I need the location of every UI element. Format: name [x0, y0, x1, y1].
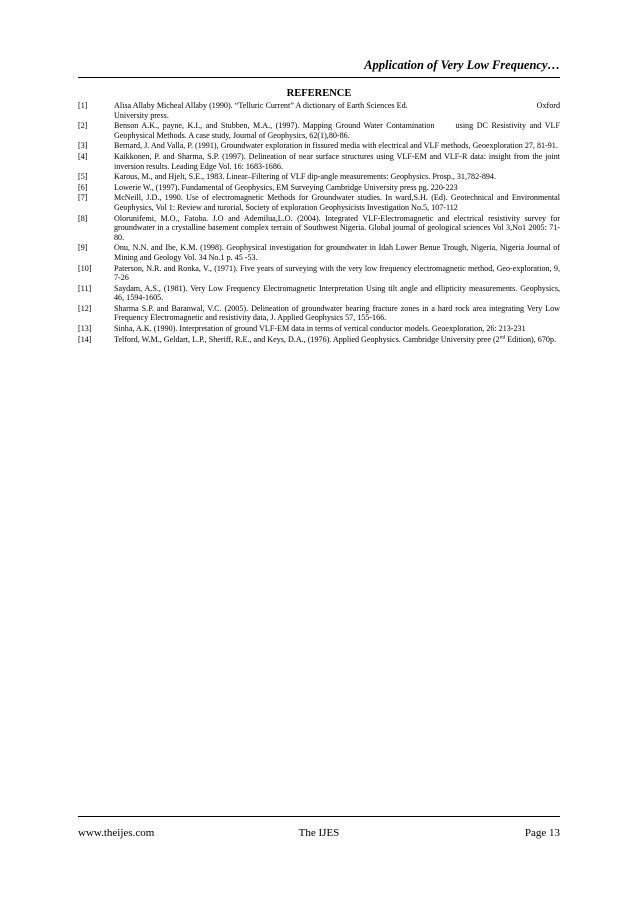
footer-rule [78, 816, 560, 817]
section-heading: REFERENCE [286, 88, 352, 99]
reference-text: Sinha, A.K. (1990). Interpretation of ground VLF-EM data in terms of vertical conductor models. Geoexploration, 26: 213-231 [114, 324, 526, 334]
reference-text: McNeill, J.D., 1990. Use of electromagnetic Methods for Groundwater studies. In ward,S.H. (Ed). Geotechnical and Environmental Geophysics, Vol 1: Review and turorial, Society of exploration Geophysicists Investigation No.5, 107-112 [114, 193, 560, 212]
reference-text: Telford, W.M., Geldart, L.P., Sheriff, R.E., and Keys, D.A., (1976). Applied Geophysics. Cambridge University pree (2 [114, 334, 500, 344]
reference-number: [10] [78, 263, 92, 273]
reference-item [78, 214, 560, 243]
reference-number: [4] [78, 151, 88, 161]
reference-text: Saydam, A.S., (1981). Very Low Frequency Electromagnetic Interpretation Using tilt angle and ellipticity measurements. Geophysics, 46, 1594-1605. [114, 283, 560, 303]
running-header: Application of Very Low Frequency… [364, 58, 560, 72]
reference-text: Bernard, J. And Valla, P. (1991), Groundwater exploration in fissured media with electrical and VLF methods, Geoexploration 27, 81-91. [114, 141, 558, 151]
reference-number: [14] [78, 334, 92, 344]
reference-item [78, 335, 560, 345]
reference-text: Alisa Allaby Micheal Allaby (1990). “Telluric Current” A dictionary of Earth Sciences Ed. Oxford University press. [114, 101, 563, 120]
footer-journal-name: The IJES [298, 827, 340, 839]
reference-number: [1] [78, 101, 88, 110]
reference-number: [12] [78, 303, 92, 313]
reference-superscript: nd [499, 333, 506, 340]
reference-number: [6] [78, 182, 88, 192]
reference-text: Kaikkonen, P. and Sharma, S.P. (1997). Delineation of near surface structures using VLF-EM and VLF-R data: insight from the joint inversion results. Leading Edge Vol. 16: 1683-1686. [114, 151, 560, 171]
reference-number: [8] [78, 213, 88, 223]
reference-item [78, 324, 560, 334]
reference-number: [5] [78, 172, 88, 182]
footer-page-number: Page 13 [524, 827, 560, 839]
reference-text: Olorunifemi, M.O., Fatoba. J.O and Ademilua,L.O. (2004). Integrated VLF-Electromagnetic and electrical resistivity survey for groundwater in a crystalline basement complex terrain of Southwest Nigeria. Global journal of geological sciences Vol 3,No1 2005: 71-80. [114, 213, 560, 242]
reference-list [78, 101, 563, 345]
reference-item [78, 183, 560, 193]
reference-item [78, 304, 560, 323]
reference-text-tail: Edition), 670p. [505, 334, 557, 344]
reference-number: [7] [78, 193, 88, 203]
reference-text: Sharma S.P. and Baranwal, V.C. (2005). Delineation of groundwater bearing fracture zones in a hard rock area integrating Very Low Frequency Electromagnetic and resistivity data, J. Applied Geophysics 57, 155-166. [114, 303, 560, 323]
reference-text: Onu, N.N. and Ibe, K.M. (1998). Geophysical investigation for groundwater in Idah Lower Benue Trough, Nigeria, Nigeria Journal of Mining and Geology Vol. 34 No.1 p. 45 -53. [114, 243, 560, 262]
reference-item [78, 101, 563, 120]
reference-number: [13] [78, 324, 92, 334]
reference-number: [9] [78, 243, 88, 253]
reference-item [78, 193, 560, 212]
reference-text: Karous, M., and Hjelt, S.E., 1983. Linear–Filtering of VLF dip-angle measurements: Geophysics. Prosp., 31,782-894. [114, 172, 497, 182]
reference-text: Paterson, N.R. and Ronka, V., (1971). Five years of surveying with the very low frequency electromagnetic method, Geo-exploration, 9, 7-26 [114, 263, 560, 283]
reference-number: [11] [78, 283, 92, 293]
reference-item [78, 172, 560, 182]
reference-number: [3] [78, 141, 88, 151]
reference-item [78, 152, 560, 171]
reference-item [78, 121, 563, 140]
reference-text: Lowerie W., (1997). Fundamental of Geophysics, EM Surveying Cambridge University press pg. 220-223 [114, 182, 458, 192]
reference-number: [2] [78, 121, 88, 131]
reference-text: Benson A.K., payne, K.I., and Stubben, M.A., (1997). Mapping Ground Water Contamination using DC Resistivity and VLF Geophysical Methods. A case study, Journal of Geophysics, 62(1),80-86. [114, 121, 563, 140]
reference-item [78, 264, 560, 283]
footer-website-link[interactable]: www.theijes.com [78, 827, 155, 839]
reference-item [78, 243, 560, 262]
reference-item [78, 141, 560, 151]
reference-item [78, 284, 560, 303]
header-rule [78, 77, 560, 78]
